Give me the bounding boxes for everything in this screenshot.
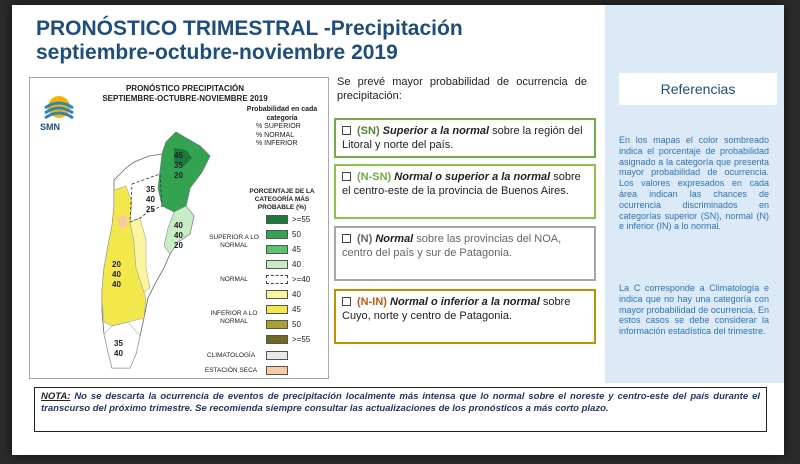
label-center-3: 25 xyxy=(146,205,155,214)
note-box: NOTA: No se descarta la ocurrencia de eventos de precipitación localmente más intensa que lo normal sobre el noreste y centro-este del país durante el transcurso del próximo trimestre. Se recomienda siempre consultar las actualizaciones de los pronósticos a más corto plazo. xyxy=(34,387,767,432)
slide xyxy=(12,5,784,455)
label-south-2: 40 xyxy=(114,349,123,358)
label-center-1: 35 xyxy=(146,185,155,194)
label-ne-3: 20 xyxy=(174,171,183,180)
legend-swatch-normal xyxy=(266,275,288,284)
percentage-legend-title: PORCENTAJE DE LA CATEGORÍA MÁS PROBABLE (%) xyxy=(249,188,315,211)
legend-swatch-superior-50 xyxy=(266,230,288,239)
references-text-1: En los mapas el color sombreado indica el porcentaje de probabilidad asignado a la categoría que presenta mayor probabilidad de ocurrencia. Los valores expresados en cada área indican las chances de ocurrencia discriminados en categorías superior (SN), normal (N) e inferior (IN) a lo normal. xyxy=(619,135,769,232)
references-panel xyxy=(605,5,784,383)
category-box-n-sn: (N-SN) Normal o superior a la normal sobre el centro-este de la provincia de Buenos Aires. xyxy=(334,164,596,219)
legend-swatch-superior-55 xyxy=(266,215,288,224)
legend-swatch-superior-45 xyxy=(266,245,288,254)
map-region-superior xyxy=(158,132,210,212)
legend-group-superior: SUPERIOR A LO NORMAL xyxy=(209,234,259,249)
legend-swatch-superior-40 xyxy=(266,260,288,269)
category-box-n-in: (N-IN) Normal o inferior a la normal sobre Cuyo, norte y centro de Patagonia. xyxy=(334,289,596,344)
checkbox-icon xyxy=(342,172,351,181)
legend-swatch-estacion-seca xyxy=(266,366,288,375)
references-title: Referencias xyxy=(619,73,777,105)
label-ne-1: 45 xyxy=(174,151,183,160)
category-box-n: (N) Normal sobre las provincias del NOA, centro del país y sur de Patagonia. xyxy=(334,226,596,281)
checkbox-icon xyxy=(342,297,351,306)
probability-legend: Probabilidad en cada categoría % SUPERIOR % NORMAL % INFERIOR xyxy=(246,106,318,147)
legend-group-inferior: INFERIOR A LO NORMAL xyxy=(210,310,258,325)
label-west-1: 20 xyxy=(112,260,121,269)
label-west-2: 40 xyxy=(112,270,121,279)
label-ba-3: 20 xyxy=(174,241,183,250)
category-box-sn: (SN) Superior a la normal sobre la región del Litoral y norte del país. xyxy=(334,118,596,158)
legend-swatch-inferior-40 xyxy=(266,290,288,299)
label-ne-2: 35 xyxy=(174,161,183,170)
legend-group-estacion-seca: ESTACIÓN SECA xyxy=(204,367,258,374)
checkbox-icon xyxy=(342,126,351,135)
legend-swatch-climatologia xyxy=(266,351,288,360)
legend-swatch-inferior-45 xyxy=(266,305,288,314)
argentina-map xyxy=(74,122,234,372)
legend-swatch-inferior-55 xyxy=(266,335,288,344)
forecast-map-panel: PRONÓSTICO PRECIPITACIÓN SEPTIEMBRE-OCTUBRE-NOVIEMBRE 2019 SMN Probabilidad en cada categoría % SUPERIOR % NORMAL % INFERIOR PORCENTAJE DE LA CATEGORÍA MÁS PROBABLE (%) >=55 50 45 40 SUPERIOR A LO NORMAL >=40 NORMAL 40 45 50 >=55 INFERIOR A LO NORMAL CLIMATOLOGÍA ESTACIÓN SECA 45 35 20 35 40 25 40 40 20 20 40 40 35 40 xyxy=(29,77,329,379)
label-center-2: 40 xyxy=(146,195,155,204)
legend-group-normal: NORMAL xyxy=(220,276,248,283)
label-ba-2: 40 xyxy=(174,231,183,240)
page-title: PRONÓSTICO TRIMESTRAL -Precipitación septiembre-octubre-noviembre 2019 xyxy=(36,17,463,64)
intro-text: Se prevé mayor probabilidad de ocurrencia de precipitación: xyxy=(337,76,587,102)
smn-logo-text: SMN xyxy=(40,122,60,132)
references-text-2: La C corresponde a Climatología e indica que no hay una categoría con mayor probabilidad de ocurrencia. En estos casos se debe considerar la información estadística del trimestre. xyxy=(619,283,769,337)
legend-swatch-inferior-50 xyxy=(266,320,288,329)
legend-group-climatologia: CLIMATOLOGÍA xyxy=(206,352,256,359)
label-south-1: 35 xyxy=(114,339,123,348)
label-west-3: 40 xyxy=(112,280,121,289)
label-ba-1: 40 xyxy=(174,221,183,230)
map-title: PRONÓSTICO PRECIPITACIÓN SEPTIEMBRE-OCTUBRE-NOVIEMBRE 2019 xyxy=(102,84,268,103)
checkbox-icon xyxy=(342,234,351,243)
